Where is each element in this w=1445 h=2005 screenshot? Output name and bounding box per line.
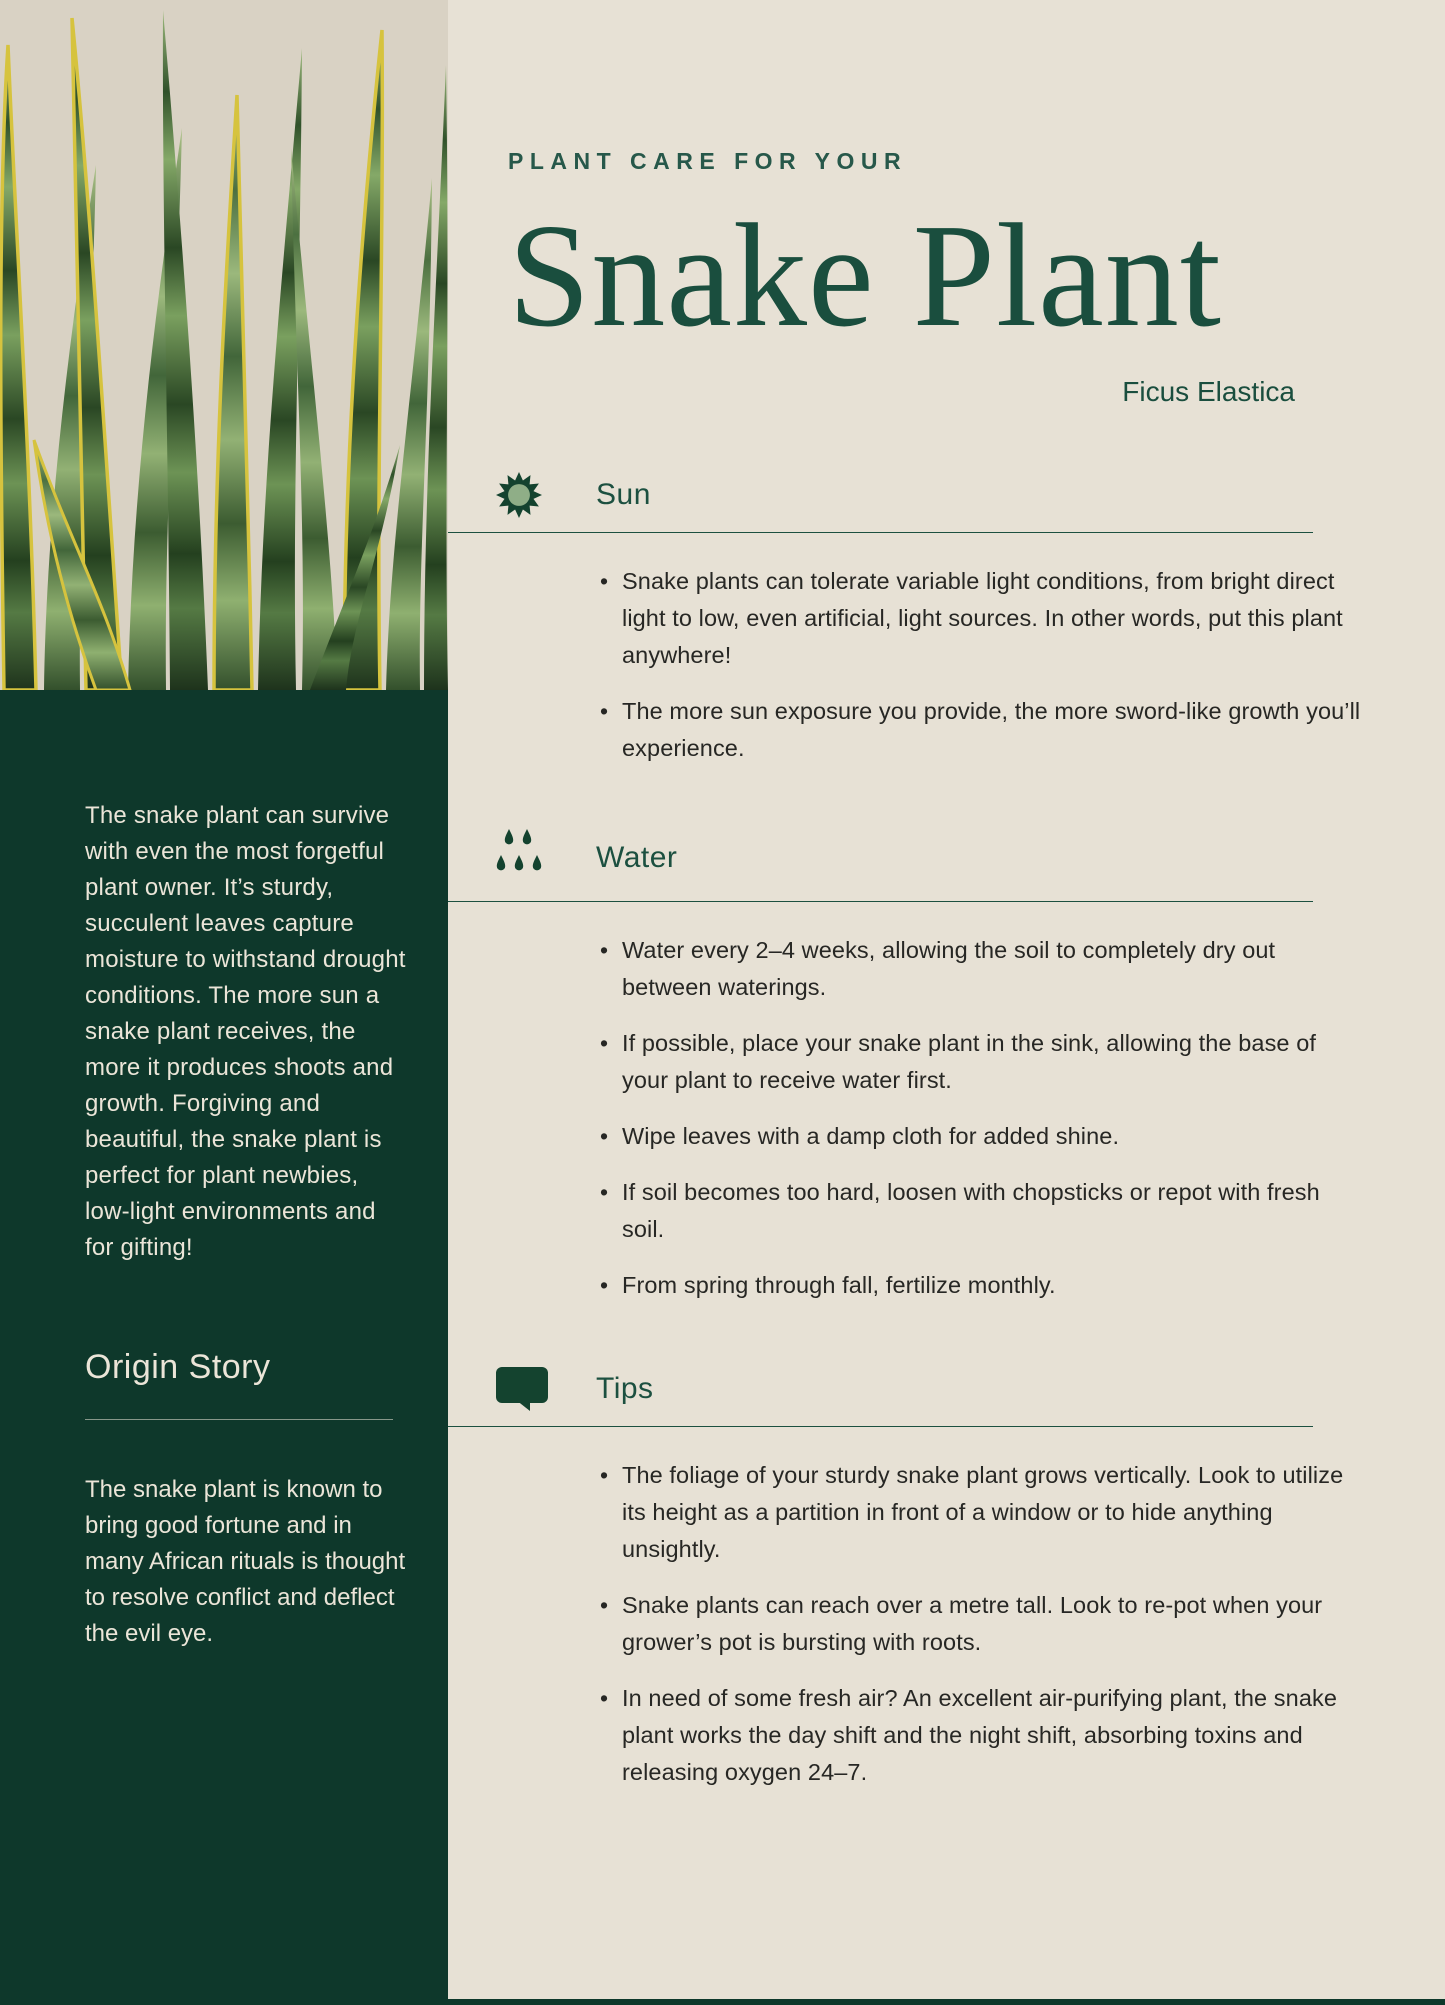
main-content: [448, 0, 1445, 2005]
sun-bullet-list: [508, 563, 1365, 767]
sun-section-divider: [448, 532, 1313, 533]
section-water: [508, 829, 1365, 1304]
tips-section-header: [508, 1366, 1365, 1412]
speech-bubble-icon: [496, 1366, 548, 1412]
origin-story-divider: [85, 1419, 393, 1420]
botanical-name: Ficus Elastica: [1122, 375, 1295, 407]
water-bullet: • If possible, place your snake plant in the sink, allowing the base of your plant to receive water first.: [598, 1025, 1365, 1099]
origin-story-text: The snake plant is known to bring good fortune and in many African rituals is thought to resolve conflict and deflect the evil eye.: [85, 1476, 406, 1647]
water-bullet: • From spring through fall, fertilize monthly.: [598, 1267, 1365, 1304]
water-section-header: [508, 829, 1365, 887]
tips-section-title: Tips: [596, 1371, 654, 1405]
water-bullet-list: [508, 932, 1365, 1304]
snake-plant-photo: [0, 0, 448, 690]
sun-section-header: [508, 472, 1365, 518]
water-drops-icon: [496, 829, 548, 887]
section-sun: [508, 472, 1365, 767]
water-bullet: • Wipe leaves with a damp cloth for added shine.: [598, 1118, 1365, 1155]
sun-bullet: • Snake plants can tolerate variable light conditions, from bright direct light to low, even artificial, light sources. In other words, put this plant anywhere!: [598, 563, 1365, 674]
sun-section-title: Sun: [596, 477, 651, 511]
water-section-title: Water: [596, 840, 678, 874]
tips-bullet-list: [508, 1457, 1365, 1791]
left-column: [0, 0, 448, 2005]
section-tips: [508, 1366, 1365, 1791]
page-title: Snake Plant: [508, 194, 1222, 358]
sun-icon: [496, 472, 548, 518]
eyebrow-text: PLANT CARE FOR YOUR: [508, 148, 908, 174]
tips-bullet: • The foliage of your sturdy snake plant grows vertically. Look to utilize its height as a partition in front of a window or to hide anything unsightly.: [598, 1457, 1365, 1568]
footer-accent-bar: [0, 1999, 1445, 2005]
water-section-divider: [448, 901, 1313, 902]
snake-plant-illustration: [0, 0, 448, 690]
tips-section-divider: [448, 1426, 1313, 1427]
tips-bullet: • In need of some fresh air? An excellent air-purifying plant, the snake plant works the day shift and the night shift, absorbing toxins and releasing oxygen 24–7.: [598, 1680, 1365, 1791]
sidebar-panel: [0, 690, 448, 2005]
sun-bullet: • The more sun exposure you provide, the more sword-like growth you’ll experience.: [598, 693, 1365, 767]
water-bullet: • Water every 2–4 weeks, allowing the soil to completely dry out between waterings.: [598, 932, 1365, 1006]
origin-story-heading: Origin Story: [85, 1348, 271, 1386]
water-bullet: • If soil becomes too hard, loosen with chopsticks or repot with fresh soil.: [598, 1174, 1365, 1248]
tips-bullet: • Snake plants can reach over a metre tall. Look to re-pot when your grower’s pot is bursting with roots.: [598, 1587, 1365, 1661]
sidebar-intro-text: The snake plant can survive with even the most forgetful plant owner. It’s sturdy, succulent leaves capture moisture to withstand drought conditions. The more sun a snake plant receives, the more it produces shoots and growth. Forgiving and beautiful, the snake plant is perfect for plant newbies, low-light environments and for gifting!: [85, 802, 406, 1261]
